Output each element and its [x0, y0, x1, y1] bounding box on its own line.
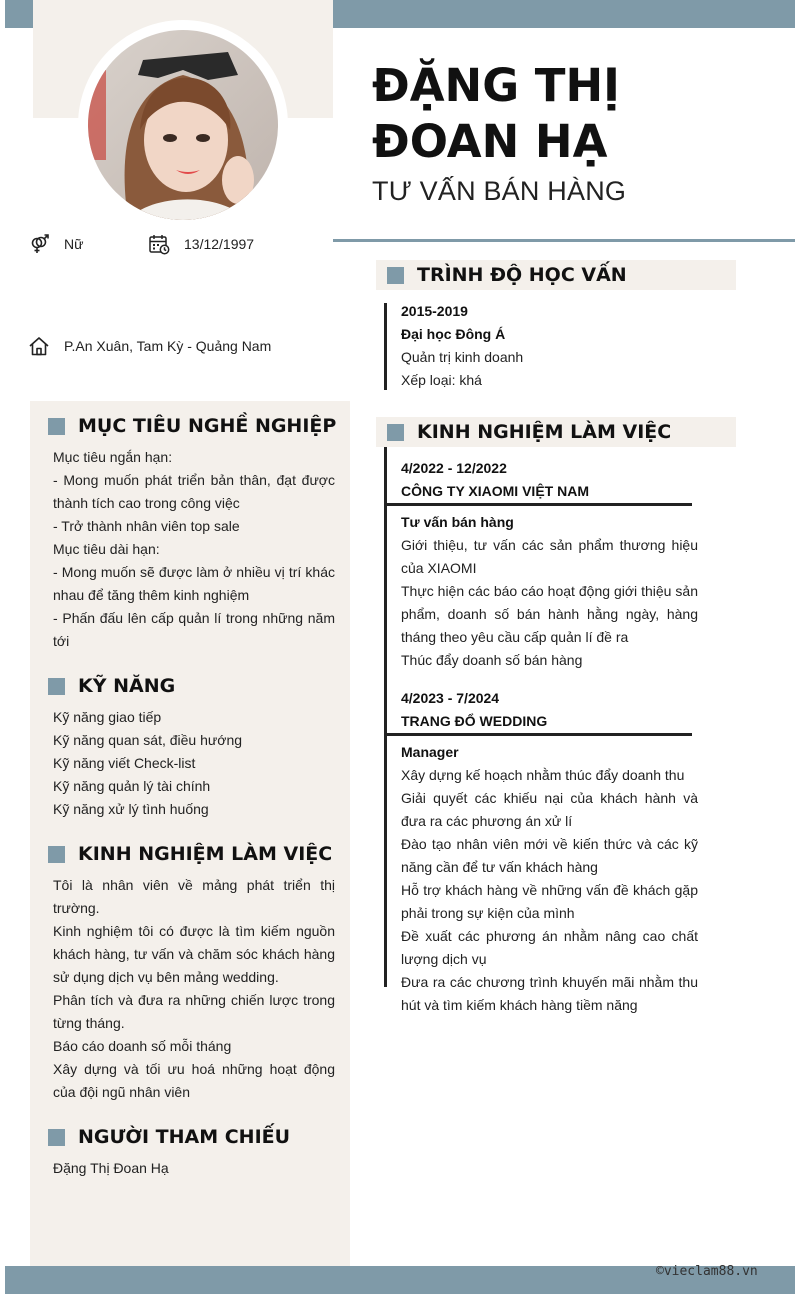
objective-body	[53, 446, 335, 653]
skill-item: Kỹ năng xử lý tình huống	[53, 801, 209, 817]
job-duty: Đào tạo nhân viên mới về kiến thức và các kỹ năng cần để tư vấn khách hàng	[401, 836, 698, 875]
section-marker	[48, 846, 65, 863]
experience-title: KINH NGHIỆM LÀM VIỆC	[417, 421, 672, 443]
experience-timeline	[384, 447, 387, 987]
summary-line: Báo cáo doanh số mỗi tháng	[53, 1038, 232, 1054]
job-duty: Giải quyết các khiếu nại của khách hành và đưa ra các phương án xử lí	[401, 790, 698, 829]
summary-line: Xây dựng và tối ưu hoá những hoạt động của đội ngũ nhân viên	[53, 1061, 335, 1100]
gender-info	[28, 233, 83, 255]
job-duty: Thúc đẩy doanh số bán hàng	[401, 652, 583, 668]
watermark-credit[interactable]: ©vieclam88.vn	[656, 1264, 758, 1279]
objective-section-header	[48, 411, 336, 441]
summary-line: Tôi là nhân viên về mảng phát triển thị trường.	[53, 877, 335, 916]
header-divider	[333, 239, 795, 242]
candidate-name: ĐẶNG THỊ ĐOAN HẠ	[372, 59, 620, 168]
summary-line: Phân tích và đưa ra những chiến lược trong từng tháng.	[53, 992, 335, 1031]
job-period: 4/2023 - 7/2024	[401, 690, 500, 706]
job-duty: Đưa ra các chương trình khuyến mãi nhằm thu hút và tìm kiếm khách hàng tiềm năng	[401, 974, 698, 1013]
skill-item: Kỹ năng viết Check-list	[53, 755, 196, 771]
skills-title: KỸ NĂNG	[78, 675, 176, 697]
job-company: TRANG ĐỔ WEDDING	[401, 713, 548, 729]
dob-info	[148, 233, 254, 255]
job-duty: Hỗ trợ khách hàng về những vấn đề khách gặp phải trong sự kiện của mình	[401, 882, 698, 921]
references-body	[53, 1157, 335, 1180]
education-period: 2015-2019	[401, 303, 468, 319]
job-role: Tư vấn bán hàng	[401, 514, 514, 530]
education-timeline	[384, 303, 387, 390]
section-marker	[48, 1129, 65, 1146]
job-divider	[384, 733, 692, 736]
job-role: Manager	[401, 744, 459, 760]
job-duty: Đề xuất các phương án nhằm nâng cao chất lượng dịch vụ	[401, 928, 698, 967]
address-info	[28, 335, 271, 357]
gender-value: Nữ	[64, 236, 84, 252]
candidate-position: TƯ VẤN BÁN HÀNG	[372, 176, 627, 206]
section-marker	[48, 418, 65, 435]
education-grade: Xếp loại: khá	[401, 372, 482, 388]
gender-icon	[28, 233, 50, 255]
job-header	[401, 457, 698, 503]
summary-title: KINH NGHIỆM LÀM VIỆC	[78, 843, 333, 865]
section-marker	[48, 678, 65, 695]
references-section-header	[48, 1122, 290, 1152]
summary-line: Kinh nghiệm tôi có được là tìm kiếm nguồn khách hàng, tư vấn và chăm sóc khách hàng sử dụng dịch vụ bên mảng wedding.	[53, 923, 335, 985]
job-divider	[384, 503, 692, 506]
job-details	[401, 741, 698, 1017]
reference-item: Đặng Thị Đoan Hạ	[53, 1160, 169, 1176]
objective-title: MỤC TIÊU NGHỀ NGHIỆP	[78, 415, 337, 437]
skill-item: Kỹ năng quan sát, điều hướng	[53, 732, 243, 748]
objective-line: - Phấn đấu lên cấp quản lí trong những năm tới	[53, 610, 335, 649]
summary-body	[53, 874, 335, 1104]
address-value: P.An Xuân, Tam Kỳ - Quảng Nam	[64, 338, 272, 354]
dob-value: 13/12/1997	[184, 236, 255, 252]
section-marker	[387, 267, 404, 284]
education-school: Đại học Đông Á	[401, 326, 506, 342]
skill-item: Kỹ năng quản lý tài chính	[53, 778, 211, 794]
references-title: NGƯỜI THAM CHIẾU	[78, 1126, 291, 1148]
education-section-header	[376, 260, 736, 290]
job-details	[401, 511, 698, 672]
experience-section-header	[376, 417, 736, 447]
calendar-icon	[148, 233, 170, 255]
skill-item: Kỹ năng giao tiếp	[53, 709, 162, 725]
job-duty: Giới thiệu, tư vấn các sản phẩm thương hiệu của XIAOMI	[401, 537, 698, 576]
job-period: 4/2022 - 12/2022	[401, 460, 507, 476]
education-title: TRÌNH ĐỘ HỌC VẤN	[417, 264, 627, 286]
home-icon	[28, 335, 50, 357]
job-duty: Thực hiện các báo cáo hoạt động giới thiệu sản phẩm, doanh số bán hành hằng ngày, hàng tháng theo yêu cầu cấp quản lí đề ra	[401, 583, 698, 645]
objective-line: Mục tiêu dài hạn:	[53, 541, 160, 557]
objective-line: Mục tiêu ngắn hạn:	[53, 449, 173, 465]
objective-line: - Mong muốn sẽ được làm ở nhiều vị trí khác nhau để tăng thêm kinh nghiệm	[53, 564, 335, 603]
section-marker	[387, 424, 404, 441]
skills-body	[53, 706, 335, 821]
education-entry	[401, 300, 698, 392]
job-header	[401, 687, 698, 733]
job-duty: Xây dựng kế hoạch nhằm thúc đẩy doanh thu	[401, 767, 685, 783]
summary-section-header	[48, 839, 332, 869]
skills-section-header	[48, 671, 175, 701]
job-company: CÔNG TY XIAOMI VIỆT NAM	[401, 483, 589, 499]
objective-line: - Trở thành nhân viên top sale	[53, 518, 240, 534]
objective-line: - Mong muốn phát triển bản thân, đạt được thành tích cao trong công việc	[53, 472, 335, 511]
avatar	[88, 30, 278, 220]
education-major: Quản trị kinh doanh	[401, 349, 524, 365]
